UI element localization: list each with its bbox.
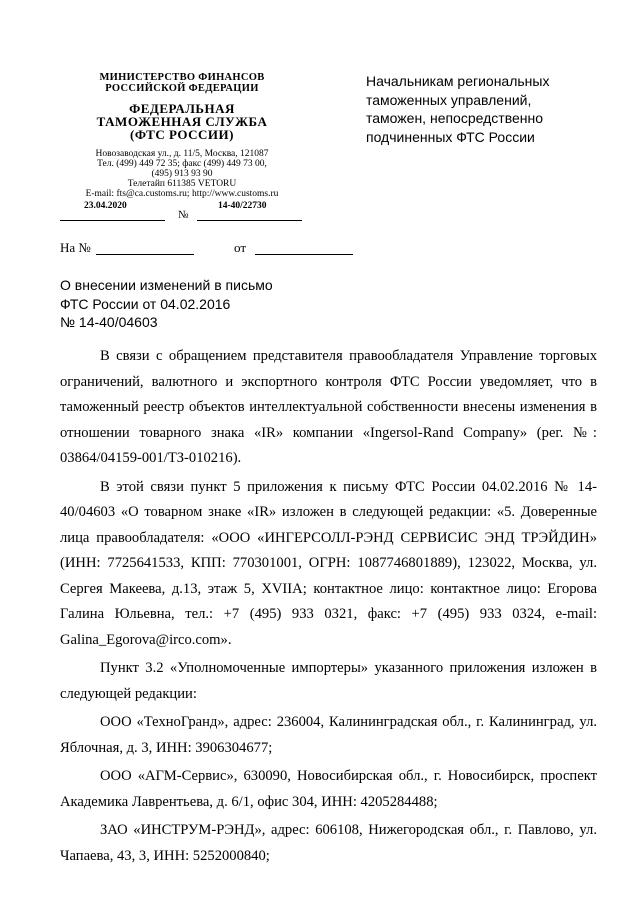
addressee-line-4: подчиненных ФТС России bbox=[366, 128, 535, 145]
body-paragraph: ООО «АГМ-Сервис», 630090, Новосибирская обл., г. Новосибирск, проспект Академика Лаврентьева, д. 6/1, офис 304, ИНН: 4205284488; bbox=[60, 768, 597, 810]
subject-line-2: ФТС России от 04.02.2016 bbox=[60, 295, 231, 312]
addressee-line-3: таможен, непосредственно bbox=[366, 110, 544, 126]
agency-name bbox=[58, 102, 306, 141]
ref-number-underline bbox=[96, 254, 194, 255]
agency-line-2: ТАМОЖЕННАЯ СЛУЖБА bbox=[96, 114, 268, 129]
ref-label: На № bbox=[60, 240, 91, 255]
incoming-reference bbox=[60, 240, 300, 258]
agency-phone-2: (495) 913 93 90 bbox=[151, 169, 213, 179]
number-underline bbox=[197, 220, 302, 221]
agency-contacts bbox=[58, 149, 306, 199]
agency-email: E-mail: fts@ca.customs.ru; http://www.customs.ru bbox=[85, 189, 279, 199]
body-paragraph: В этой связи пункт 5 приложения к письму ФТС России 04.02.2016 № 14-40/04603 «О товарном знаке «IR» изложен в следующей редакции: «5. Доверенные лица правообладателя: «ООО «ИНГЕРСОЛЛ-РЭНД СЕРВИСИС ЭНД ТРЭЙДИН» (ИНН: 7725641533, КПП: 770301001, ОГРН: 1087746801889), 123022, Москва, ул. Сергея Макеева, д.13, этаж 5, XVIIA; контактное лицо: контактное лицо: Егорова Галина Юльевна, тел.: +7 (495) 933 0321, факс: +7 (495) 933 0324, e-mail: Galina_Egorova@irco.com». bbox=[60, 478, 597, 648]
addressee-line-2: таможенных управлений, bbox=[366, 91, 532, 108]
ref-date-label: от bbox=[234, 240, 247, 255]
ministry-name bbox=[58, 72, 306, 94]
body-paragraph: В связи с обращением представителя правообладателя Управление торговых ограничений, валютного и экспортного контроля ФТС России уведомляет, что в таможенный реестр объектов интеллектуальной собственности внесены изменения в отношении товарного знака «IR» компании «Ingersol-Rand Company» (рег. №: 03864/04159-001/ТЗ-010216). bbox=[60, 348, 597, 466]
agency-address: Новозаводская ул., д. 11/5, Москва, 121087 bbox=[95, 149, 269, 159]
subject-line-1: О внесении изменений в письмо bbox=[60, 277, 273, 293]
ministry-line-2: РОССИЙСКОЙ ФЕДЕРАЦИИ bbox=[105, 83, 259, 94]
agency-line-3: (ФТС РОССИИ) bbox=[130, 127, 234, 142]
body-paragraph: ООО «ТехноГранд», адрес: 236004, Калининградская обл., г. Калининград, ул. Яблочная, д. 3, ИНН: 3906304677; bbox=[60, 714, 597, 756]
addressee bbox=[366, 72, 606, 146]
agency-phone: Тел. (499) 449 72 35; факс (499) 449 73 00, bbox=[97, 159, 267, 169]
subject bbox=[60, 276, 320, 332]
letterhead bbox=[58, 72, 306, 225]
number-label: № bbox=[178, 209, 189, 221]
letter-date: 23.04.2020 bbox=[84, 201, 127, 211]
date-underline bbox=[60, 220, 165, 221]
body-paragraph: ЗАО «ИНСТРУМ-РЭНД», адрес: 606108, Нижегородская обл., г. Павлово, ул. Чапаева, 43, 3, ИНН: 5252000840; bbox=[60, 822, 597, 864]
letter-number: 14-40/22730 bbox=[218, 201, 267, 211]
ref-date-underline bbox=[255, 254, 353, 255]
ministry-line-1: МИНИСТЕРСТВО ФИНАНСОВ bbox=[99, 72, 265, 83]
letter-body bbox=[60, 344, 597, 869]
body-paragraph: Пункт 3.2 «Уполномоченные импортеры» указанного приложения изложен в следующей редакции: bbox=[60, 660, 597, 702]
agency-line-1: ФЕДЕРАЛЬНАЯ bbox=[129, 101, 235, 116]
subject-line-3: № 14-40/04603 bbox=[60, 314, 158, 330]
outgoing-reference bbox=[58, 201, 306, 225]
agency-teletype: Телетайп 611385 VETORU bbox=[127, 179, 237, 189]
addressee-line-1: Начальникам региональных bbox=[366, 73, 550, 89]
